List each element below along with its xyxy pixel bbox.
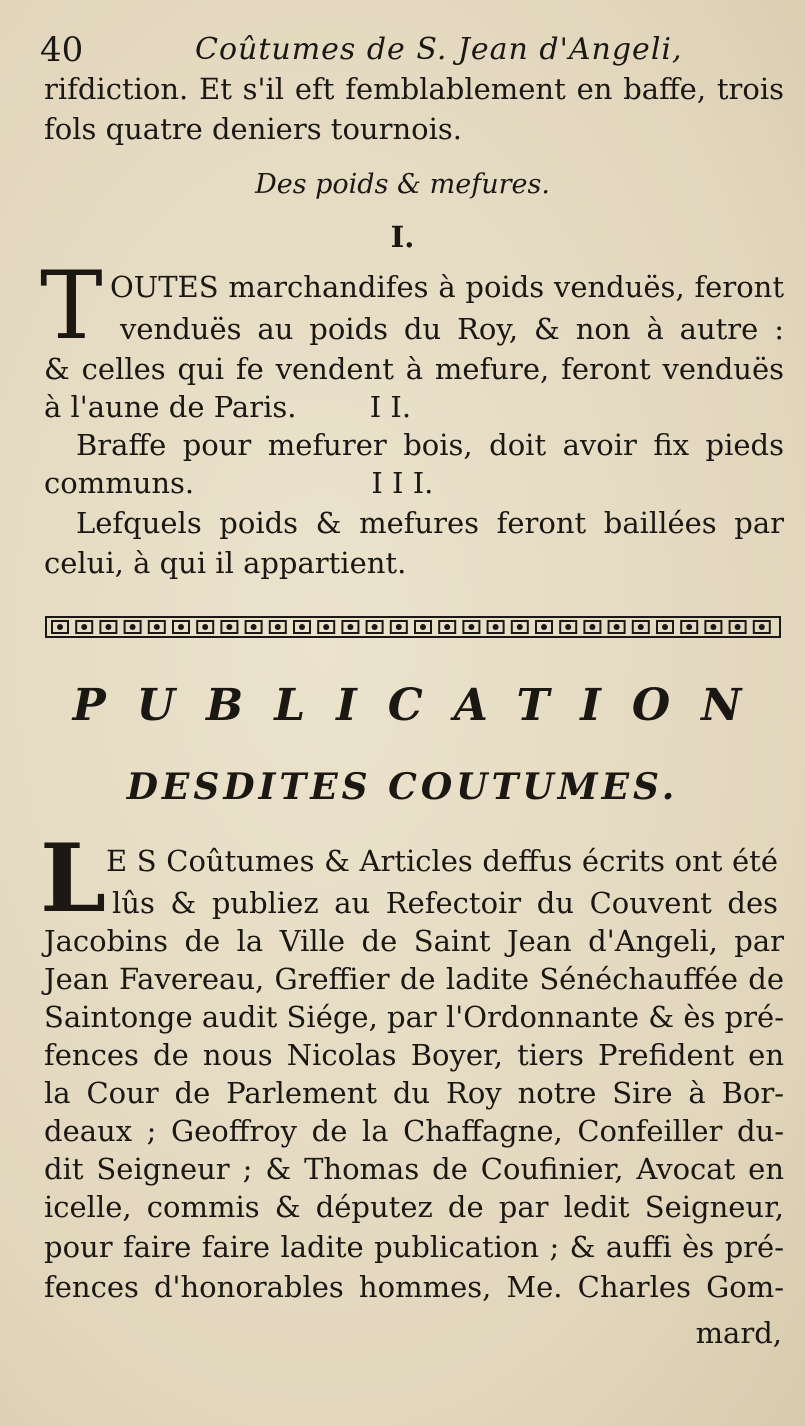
text-line: icelle, commis & députez de par ledit Seigneur, — [44, 1190, 784, 1224]
text-line: venduës au poids du Roy, & non à autre : — [120, 312, 784, 346]
drop-cap-T: T — [40, 252, 103, 361]
text-line: Jacobins de la Ville de Saint Jean d'Angeli, par — [44, 924, 784, 958]
page-number: 40 — [40, 30, 84, 70]
text-line: Lefquels poids & mefures feront baillées par — [76, 506, 784, 540]
text-line: E S Coûtumes & Articles deffus écrits ont été — [106, 844, 778, 878]
page-header — [40, 28, 780, 72]
text-line: celui, à qui il appartient. — [44, 546, 407, 580]
text-line: la Cour de Parlement du Roy notre Sire à Bor- — [44, 1076, 784, 1110]
text-line: Saintonge audit Siége, par l'Ordonnante & ès pré- — [44, 1000, 784, 1034]
text-line: rifdiction. Et s'il eft femblablement en baffe, trois — [44, 72, 784, 106]
text-line — [44, 464, 784, 502]
text-line: Braffe pour mefurer bois, doit avoir fix pieds — [76, 428, 784, 462]
text-line: fences d'honorables hommes, Me. Charles Gom- — [44, 1270, 784, 1304]
text-line: pour faire faire ladite publication ; & auffi ès pré- — [44, 1230, 784, 1264]
catchword: mard, — [695, 1316, 782, 1350]
text-line: OUTES marchandifes à poids venduës, feront — [110, 270, 784, 304]
running-title: Coûtumes de S. Jean d'Angeli, — [195, 32, 683, 67]
drop-cap-L: L — [40, 824, 107, 934]
text-segment: communs. — [44, 466, 195, 500]
text-line: & celles qui fe vendent à mefure, feront venduës — [44, 352, 784, 386]
publication-subtitle: DESDITES COUTUMES. — [126, 766, 679, 808]
text-line: dit Seigneur ; & Thomas de Coufinier, Avocat en — [44, 1152, 784, 1186]
text-line — [44, 388, 784, 426]
section-title: Des poids & mefures. — [255, 169, 550, 200]
article-number: I I I. — [371, 466, 434, 500]
text-line: deaux ; Geoffroy de la Chaffagne, Confeiller du- — [44, 1114, 784, 1148]
ornament-divider — [44, 614, 782, 640]
text-line: Jean Favereau, Greffier de ladite Sénéchauffée de — [44, 962, 784, 996]
article-number: I I. — [369, 390, 412, 424]
publication-title: PUBLICATION — [72, 680, 773, 731]
article-number: I. — [390, 220, 415, 254]
text-segment: à l'aune de Paris. — [44, 390, 297, 424]
text-line: fols quatre deniers tournois. — [44, 112, 462, 146]
text-line: lûs & publiez au Refectoir du Couvent des — [112, 886, 778, 920]
text-line: fences de nous Nicolas Boyer, tiers Prefident en — [44, 1038, 784, 1072]
